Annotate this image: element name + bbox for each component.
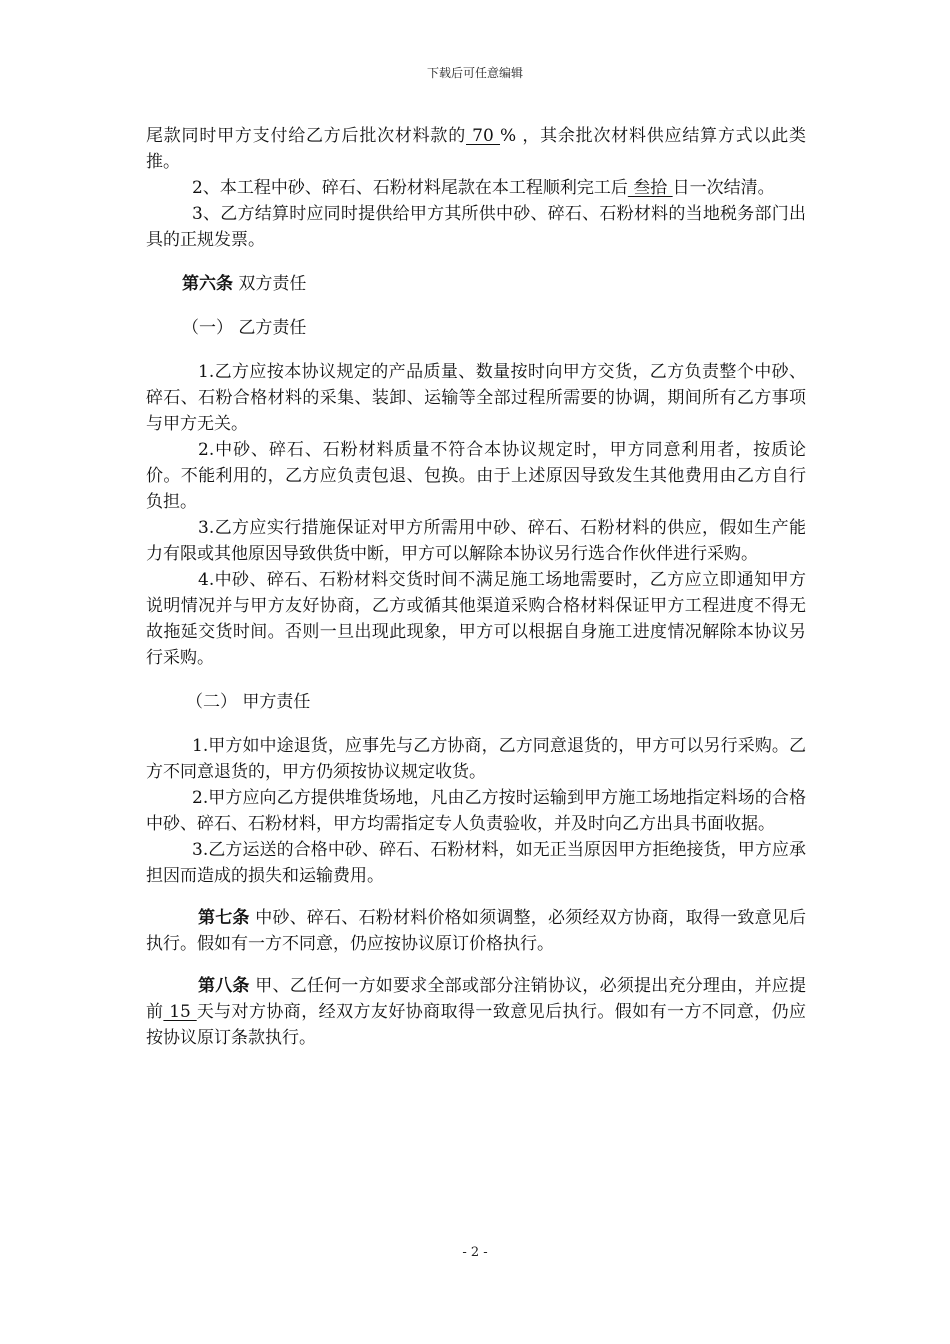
spacer xyxy=(146,341,806,359)
notice-days-blank: 15 xyxy=(163,1002,197,1022)
article-8-prefix: 甲、乙任何一方如要求全部或部分注销协议，必须提出充分理由，并应提前 xyxy=(146,976,807,1022)
party-b-item-4: 4.中砂、碎石、石粉材料交货时间不满足施工场地需要时，乙方应立即通知甲方说明情况并与甲方友好协商，乙方或循其他渠道采购合格材料保证甲方工程进度不得无故拖延交货时间。否则一旦出现此现象，甲方可以根据自身施工进度情况解除本协议另行采购。 xyxy=(146,570,806,668)
item2-prefix: 2、本工程中砂、碎石、石粉材料尾款在本工程顺利完工后 xyxy=(192,178,628,198)
article-7 xyxy=(146,905,806,957)
spacer xyxy=(146,671,806,689)
party-a-item-3: 3.乙方运送的合格中砂、碎石、石粉材料，如无正当原因甲方拒绝接货，甲方应承担因而造成的损失和运输费用。 xyxy=(146,840,806,886)
payment-percent-blank: 70 xyxy=(466,126,500,146)
party-a-item-1: 1.甲方如中途退货，应事先与乙方协商，乙方同意退货的，甲方可以另行采购。乙方不同意退货的，甲方仍须按协议规定收货。 xyxy=(146,736,806,782)
spacer xyxy=(146,889,806,905)
article-8 xyxy=(146,973,806,1051)
spacer xyxy=(146,253,806,271)
spacer xyxy=(146,957,806,973)
document-body xyxy=(146,123,806,1051)
article-8-label: 第八条 xyxy=(198,976,250,996)
party-b-item-1: 1.乙方应按本协议规定的产品质量、数量按时向甲方交货，乙方负责整个中砂、碎石、石粉合格材料的采集、装卸、运输等全部过程所需要的协调，期间所有乙方事项与甲方无关。 xyxy=(146,362,806,434)
page-number: - 2 - xyxy=(462,1245,488,1260)
article-8-suffix: 天与对方协商，经双方友好协商取得一致意见后执行。假如有一方不同意，仍应按协议原订条款执行。 xyxy=(146,1002,806,1048)
payment-tail-prefix: 尾款同时甲方支付给乙方后批次材料款的 xyxy=(146,126,466,146)
party-a-item-2: 2.甲方应向乙方提供堆货场地，凡由乙方按时运输到甲方施工场地指定料场的合格中砂、碎石、石粉材料，甲方均需指定专人负责验收，并及时向乙方出具书面收据。 xyxy=(146,788,806,834)
item2-suffix: 日一次结清。 xyxy=(672,178,775,198)
party-b-item-3: 3.乙方应实行措施保证对甲方所需用中砂、碎石、石粉材料的供应，假如生产能力有限或其他原因导致供货中断，甲方可以解除本协议另行选合作伙伴进行采购。 xyxy=(146,518,806,564)
article-7-label: 第七条 xyxy=(198,908,250,928)
party-b-item-2: 2.中砂、碎石、石粉材料质量不符合本协议规定时，甲方同意利用者，按质论价。不能利用的，乙方应负责包退、包换。由于上述原因导致发生其他费用由乙方自行负担。 xyxy=(146,440,806,512)
article-6-title: 双方责任 xyxy=(238,274,307,294)
page-header: 下载后可任意编辑 xyxy=(426,66,523,80)
spacer xyxy=(146,297,806,315)
section-party-a-heading: （二） 甲方责任 xyxy=(186,692,311,712)
payment-tail-paragraph xyxy=(146,123,806,175)
section-party-b-heading: （一） 乙方责任 xyxy=(182,318,307,338)
clause-item-2 xyxy=(146,175,806,201)
clause-item-3: 3、乙方结算时应同时提供给甲方其所供中砂、碎石、石粉材料的当地税务部门出具的正规发票。 xyxy=(146,204,806,250)
article-7-text: 中砂、碎石、石粉材料价格如须调整，必须经双方协商，取得一致意见后执行。假如有一方不同意，仍应按协议原订价格执行。 xyxy=(146,908,807,954)
spacer xyxy=(146,715,806,733)
payment-tail-suffix: % ，其余批次材料供应结算方式以此类推。 xyxy=(146,126,806,172)
days-blank: 叁拾 xyxy=(627,178,673,198)
article-6-heading xyxy=(146,271,806,297)
article-6-label: 第六条 xyxy=(182,274,233,294)
